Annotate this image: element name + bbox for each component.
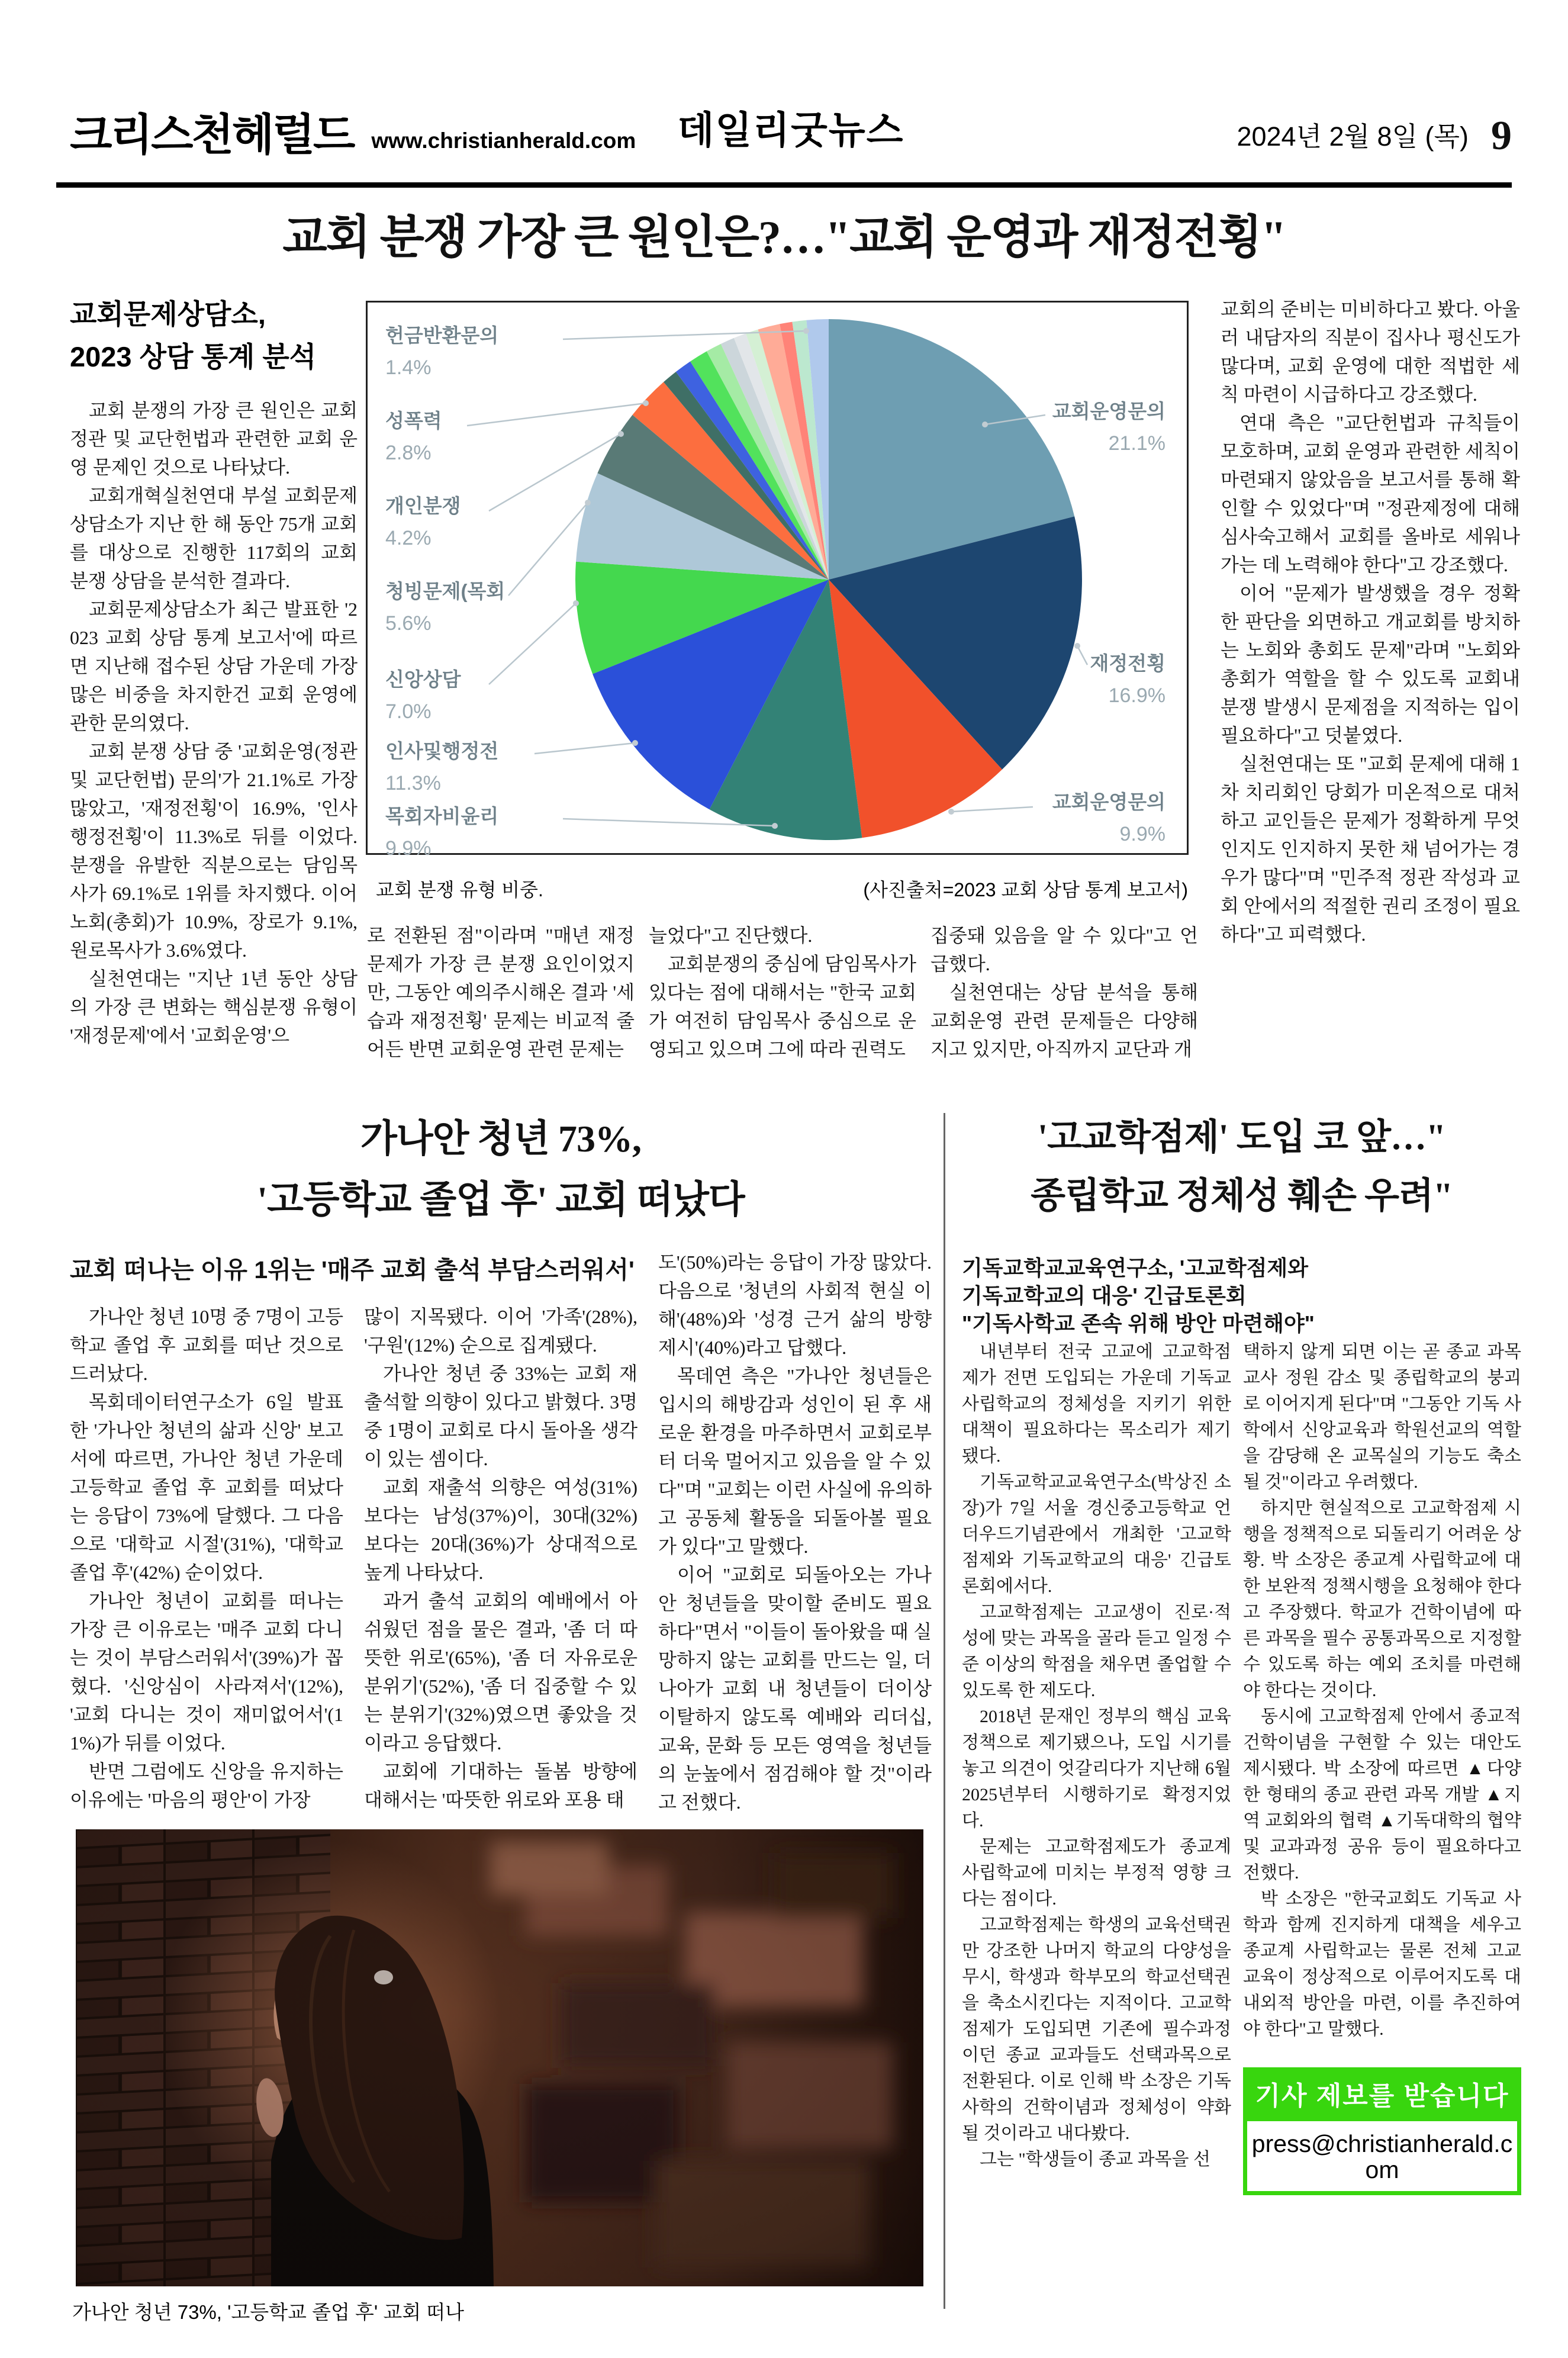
tip-box-email: press@christianherald.com xyxy=(1247,2121,1517,2191)
paragraph: 목회데이터연구소가 6일 발표한 '가나안 청년의 삶과 신앙' 보고서에 따르면, 가나안 청년 가운데 고등학교 졸업 후 교회를 떠났다는 응답이 73%에 달했다. 그 다음으로 '대학교 시절'(31%), '대학교 졸업 후'(42%) 순이었다. xyxy=(70,1391,343,1583)
paragraph: 목데연 측은 "가나안 청년들은 입시의 해방감과 성인이 된 후 새로운 환경을 마주하면서 교회로부터 더욱 멀어지고 있음을 알 수 있다"며 "교회는 이런 사실에 유의하고 공동체 활동을 되돌아볼 필요가 있다"고 말했다. xyxy=(658,1365,932,1557)
pie-label-percent: 5.6% xyxy=(385,612,432,635)
chart-box xyxy=(366,301,1189,860)
article1-left-body xyxy=(70,396,358,1050)
article1-kicker-line2: 2023 상담 통계 분석 xyxy=(70,341,317,372)
photo-caption: 가나안 청년 73%, '고등학교 졸업 후' 교회 떠나 xyxy=(72,2301,465,2323)
tip-box-title: 기사 제보를 받습니다 xyxy=(1247,2071,1517,2121)
article2-headline xyxy=(70,1108,932,1230)
paragraph: 교회문제상담소가 최근 발표한 '2023 교회 상담 통계 보고서'에 따르면 지난해 접수된 상담 가운데 가장 많은 비중을 차지한건 교회 운영에 관한 문의였다. xyxy=(70,599,358,734)
masthead-url: www.christianherald.com xyxy=(371,128,636,153)
article3-subhead-line1: 기독교학교교육연구소, '고교학점제와 xyxy=(962,1256,1308,1280)
article3-headline xyxy=(962,1108,1521,1225)
paragraph: 문제는 고교학점제도가 종교계 사립학교에 미치는 부정적 영향 크다는 점이다. xyxy=(962,1837,1231,1909)
pie-label-name: 헌금반환문의 xyxy=(385,324,499,346)
article1-col-mid-3 xyxy=(931,921,1198,1063)
pie-label-percent: 11.3% xyxy=(385,772,441,794)
article1-kicker xyxy=(70,293,358,378)
masthead-center-title: 데일리굿뉴스 xyxy=(677,109,904,152)
article3-col-2 xyxy=(1243,1339,1521,2195)
paragraph: 교회개혁실천연대 부설 교회문제상담소가 지난 한 해 동안 75개 교회를 대상으로 진행한 117회의 교회 분쟁 상담을 분석한 결과다. xyxy=(70,485,358,591)
masthead-page-number: 9 xyxy=(1491,113,1512,159)
pie-callout-label xyxy=(1052,398,1165,456)
paragraph: 연대 측은 "교단헌법과 규칙들이 모호하며, 교회 운영과 관련한 세칙이 마련돼지 않았음을 보고서를 통해 확인할 수 있었다"며 "정관제정에 대해 심사숙고해서 교회를 올바로 세워나가는 데 노력해야 한다"고 강조했다. xyxy=(1221,412,1520,575)
pie-label-percent: 9.9% xyxy=(385,837,432,860)
paragraph: 교회분쟁의 중심에 담임목사가 있다는 점에 대해서는 "한국 교회가 여전히 담임목사 중심으로 운영되고 있으며 그에 따라 권력도 xyxy=(649,953,916,1060)
paragraph: 많이 지목됐다. 이어 '가족'(28%), '구원'(12%) 순으로 집계됐다. xyxy=(364,1306,637,1356)
pie-label-percent: 4.2% xyxy=(385,527,432,549)
pie-label-name: 신앙상담 xyxy=(385,668,461,690)
paragraph: 교회 재출석 의향은 여성(31%)보다는 남성(37%)이, 30대(32%)보다는 20대(36%)가 상대적으로 높게 나타났다. xyxy=(364,1476,637,1583)
pie-callout-label xyxy=(385,738,498,796)
article2-col-3 xyxy=(658,1248,932,1816)
paragraph: 기독교학교교육연구소(박상진 소장)가 7일 서울 경신중고등학교 언더우드기념관에서 개최한 '고교학점제와 기독교학교의 대응' 긴급토론회에서다. xyxy=(962,1472,1231,1596)
pie-label-name: 인사및행정전 xyxy=(385,740,499,762)
pie-label-name: 교회운영문의 xyxy=(1052,791,1165,813)
chart-caption-right: (사진출처=2023 교회 상담 통계 보고서) xyxy=(863,879,1188,900)
paragraph: 고교학점제는 고교생이 진로·적성에 맞는 과목을 골라 듣고 일정 수준 이상의 학점을 채우면 졸업할 수 있도록 한 제도다. xyxy=(962,1603,1231,1700)
pie-label-percent: 1.4% xyxy=(385,356,432,379)
pie-callout-label xyxy=(1090,651,1165,709)
article1-headline: 교회 분쟁 가장 큰 원인은?…"교회 운영과 재정전횡" xyxy=(282,211,1286,263)
pie-label-percent: 21.1% xyxy=(1108,432,1165,455)
paragraph: 2018년 문재인 정부의 핵심 교육 정책으로 제기됐으나, 도입 시기를 놓고 의견이 엇갈리다가 지난해 6월 2025년부터 시행하기로 확정지었다. xyxy=(962,1707,1231,1831)
pie-label-name: 청빙문제(목회 xyxy=(385,580,506,602)
pie-labels xyxy=(368,303,1187,860)
pie-label-percent: 16.9% xyxy=(1108,684,1165,707)
paragraph: 교회 분쟁의 가장 큰 원인은 교회정관 및 교단헌법과 관련한 교회 운영 문제인 것으로 나타났다. xyxy=(70,400,358,478)
article1-kicker-line1: 교회문제상담소, xyxy=(70,298,266,330)
pie-label-name: 목회자비윤리 xyxy=(385,805,499,827)
chart-caption-left: 교회 분쟁 유형 비중. xyxy=(376,879,543,900)
article3-subhead-line2: 기독교학교의 대응' 긴급토론회 xyxy=(962,1283,1247,1308)
paragraph: 교회 분쟁 상담 중 '교회운영(정관 및 교단헌법) 문의'가 21.1%로 가장 많았고, '재정전횡'이 16.9%, '인사 행정전횡'이 11.3%로 뒤를 이었다. 분쟁을 유발한 직분으로는 담임목사가 69.1%로 1위를 차지했다. 이어 노회(총회)가 10.9%, 장로가 9.1%, 원로목사가 3.6%였다. xyxy=(70,741,358,961)
pie-label-name: 개인분쟁 xyxy=(385,495,461,517)
paragraph: 가나안 청년 10명 중 7명이 고등학교 졸업 후 교회를 떠난 것으로 드러났다. xyxy=(70,1306,343,1384)
paragraph: 늘었다"고 진단했다. xyxy=(649,925,813,946)
paragraph: 가나안 청년이 교회를 떠나는 가장 큰 이유로는 '매주 교회 다니는 것이 부담스러워서'(39%)가 꼽혔다. '신앙심이 사라져서'(12%), '교회 다니는 것이 재미없어서'(11%)가 뒤를 이었다. xyxy=(70,1590,343,1754)
paragraph: 하지만 현실적으로 고교학점제 시행을 정책적으로 되돌리기 어려운 상황. 박 소장은 종교계 사립학교에 대한 보완적 정책시행을 요청해야 한다고 주장했다. 학교가 건학이념에 따른 과목을 필수 공통과목으로 지정할 수 있도록 하는 예외 조치를 마련해야 한다는 것이다. xyxy=(1243,1498,1521,1700)
pie-callout-label xyxy=(385,667,461,725)
pie-callout-label xyxy=(385,803,498,861)
article2-headline-line1: 가나안 청년 73%, xyxy=(360,1118,642,1160)
pie-label-name: 성폭력 xyxy=(385,410,442,432)
article3-col-1 xyxy=(962,1339,1231,2173)
pie-callout-label xyxy=(385,323,498,381)
article3-headline-line2: 종립학교 정체성 훼손 우려" xyxy=(1031,1176,1453,1216)
paragraph: 내년부터 전국 고교에 고교학점제가 전면 도입되는 가운데 기독교 사립학교의 정체성을 지키기 위한 대책이 필요하다는 목소리가 제기됐다. xyxy=(962,1342,1231,1466)
pie-callout-label xyxy=(1052,789,1165,847)
article2-subhead: 교회 떠나는 이유 1위는 '매주 교회 출석 부담스러워서' xyxy=(70,1256,635,1283)
paragraph: 고교학점제는 학생의 교육선택권만 강조한 나머지 학교의 다양성을 무시, 학생과 학부모의 학교선택권을 축소시킨다는 지적이다. 고교학점제가 도입되면 기존에 필수과정이던 종교 교과들도 선택과목으로 전환된다. 이로 인해 박 소장은 기독사학의 건학이념과 정체성이 약화될 것이라고 내다봤다. xyxy=(962,1915,1231,2143)
paragraph: 도'(50%)라는 응답이 가장 많았다. 다음으로 '청년의 사회적 현실 이해'(48%)와 '성경 근거 삶의 방향 제시'(40%)라고 답했다. xyxy=(658,1252,932,1358)
tip-box xyxy=(1243,2067,1521,2195)
article3-subhead xyxy=(962,1254,1521,1337)
paragraph: 박 소장은 "한국교회도 기독교 사학과 함께 진지하게 대책을 세우고 종교계 사립학교는 물론 전체 고교 교육이 정상적으로 이루어지도록 대내외적 방안을 마련, 이를 추진하여야 한다"고 말했다. xyxy=(1243,1889,1521,2039)
paragraph: 과거 출석 교회의 예배에서 아쉬웠던 점을 물은 결과, '좀 더 따뜻한 위로'(65%), '좀 더 자유로운 분위기'(52%), '좀 더 집중할 수 있는 분위기'(32%)였으면 좋았을 것이라고 응답했다. xyxy=(364,1590,637,1754)
article3-headline-line1: '고교학점제' 도입 코 앞…" xyxy=(1038,1118,1445,1157)
article1-col-right xyxy=(1221,295,1520,948)
chart-captions xyxy=(376,875,1188,902)
newspaper-logo: 크리스천헤럴드 xyxy=(70,110,354,159)
paragraph: 교회에 기대하는 돌봄 방향에 대해서는 '따뜻한 위로와 포용 태 xyxy=(364,1761,637,1810)
pie-callout-label xyxy=(385,493,461,551)
column-divider xyxy=(944,1113,945,2309)
pie-label-name: 교회운영문의 xyxy=(1052,400,1165,422)
article2-col-2 xyxy=(364,1302,637,1814)
pie-label-name: 재정전횡 xyxy=(1090,652,1165,674)
paragraph: 교회의 준비는 미비하다고 봤다. 아울러 내담자의 직분이 집사나 평신도가 많다며, 교회 운영에 대한 적법한 세칙 마련이 시급하다고 강조했다. xyxy=(1221,298,1520,405)
pie-label-percent: 2.8% xyxy=(385,442,432,464)
paragraph: 택하지 않게 되면 이는 곧 종교 과목 교사 정원 감소 및 종립학교의 붕괴로 이어지게 된다"며 "그동안 기독 사학에서 신앙교육과 학원선교의 역할을 감당해 온 교목실의 기능도 축소될 것"이라고 우려했다. xyxy=(1243,1342,1521,1492)
pie-label-percent: 9.9% xyxy=(1119,823,1165,845)
article2-headline-line2: '고등학교 졸업 후' 교회 떠났다 xyxy=(257,1179,745,1221)
pie-callout-label xyxy=(385,578,505,636)
pie-callout-label xyxy=(385,408,442,466)
masthead-right xyxy=(1237,115,1512,157)
paragraph: 그는 "학생들이 종교 과목을 선 xyxy=(980,2150,1211,2169)
article1-col-left xyxy=(70,293,358,1050)
paragraph: 이어 "문제가 발생했을 경우 정확한 판단을 외면하고 개교회를 방치하는 노회와 총회도 문제"라며 "노회와 총회가 역할을 할 수 있도록 교회내 분쟁 발생시 문제점을 지적하는 입이 필요하다"고 덧붙였다. xyxy=(1221,583,1520,746)
article3-subhead-line3: "기독사학교 존속 위해 방안 마련해야" xyxy=(962,1311,1315,1336)
photo-woman-brick-wall xyxy=(76,1829,923,2286)
paragraph: 이어 "교회로 되돌아오는 가나안 청년들을 맞이할 준비도 필요하다"면서 "이들이 돌아왔을 때 실망하지 않는 교회를 만드는 일, 더 나아가 교회 내 청년들이 더이상 이탈하지 않도록 예배와 리더십, 교육, 문화 등 모든 영역을 청년들의 눈높에서 점검해야 할 것"이라고 전했다. xyxy=(658,1564,932,1813)
article2-col-1 xyxy=(70,1302,343,1814)
paragraph: 실천연대는 또 "교회 문제에 대해 1차 치리회인 당회가 미온적으로 대처하고 교인들은 문제가 정확하게 무엇인지도 인지하지 못한 채 넘어가는 경우가 많다"며 "민주적 정관 작성과 교회 안에서의 적절한 권리 조정이 필요하다"고 피력했다. xyxy=(1221,753,1520,945)
masthead-date: 2024년 2월 8일 (목) xyxy=(1237,121,1469,152)
article3-col2-body xyxy=(1243,1339,1521,2042)
paragraph: 로 전환된 점"이라며 "매년 재정 문제가 가장 큰 분쟁 요인이었지만, 그동안 예의주시해온 결과 '세습과 재정전횡' 문제는 비교적 줄어든 반면 교회운영 관련 문제는 xyxy=(367,925,635,1060)
article1-col-mid-1 xyxy=(367,921,635,1063)
header-rule xyxy=(56,182,1512,188)
paragraph: 반면 그럼에도 신앙을 유지하는 이유에는 '마음의 평안'이 가장 xyxy=(70,1761,343,1810)
paragraph: 실천연대는 상담 분석을 통해 교회운영 관련 문제들은 다양해지고 있지만, 아직까지 교단과 개 xyxy=(931,982,1198,1060)
paragraph: 실천연대는 "지난 1년 동안 상담의 가장 큰 변화는 핵심분쟁 유형이 '재정문제'에서 '교회운영'으 xyxy=(70,968,358,1046)
article2-photo xyxy=(76,1829,923,2286)
article1-col-mid-2 xyxy=(649,921,916,1063)
paragraph: 동시에 고교학점제 안에서 종교적 건학이념을 구현할 수 있는 대안도 제시됐다. 박 소장에 따르면 ▲다양한 형태의 종교 관련 과목 개발 ▲지역 교회와의 협력 ▲기독대학의 협약 및 교과과정 공유 등이 필요하다고 전했다. xyxy=(1243,1707,1521,1883)
paragraph: 집중돼 있음을 알 수 있다"고 언급했다. xyxy=(931,925,1198,974)
paragraph: 가나안 청년 중 33%는 교회 재출석할 의향이 있다고 밝혔다. 3명 중 1명이 교회로 다시 돌아올 생각이 있는 셈이다. xyxy=(364,1363,637,1469)
masthead xyxy=(70,83,1512,157)
pie-label-percent: 7.0% xyxy=(385,700,432,723)
